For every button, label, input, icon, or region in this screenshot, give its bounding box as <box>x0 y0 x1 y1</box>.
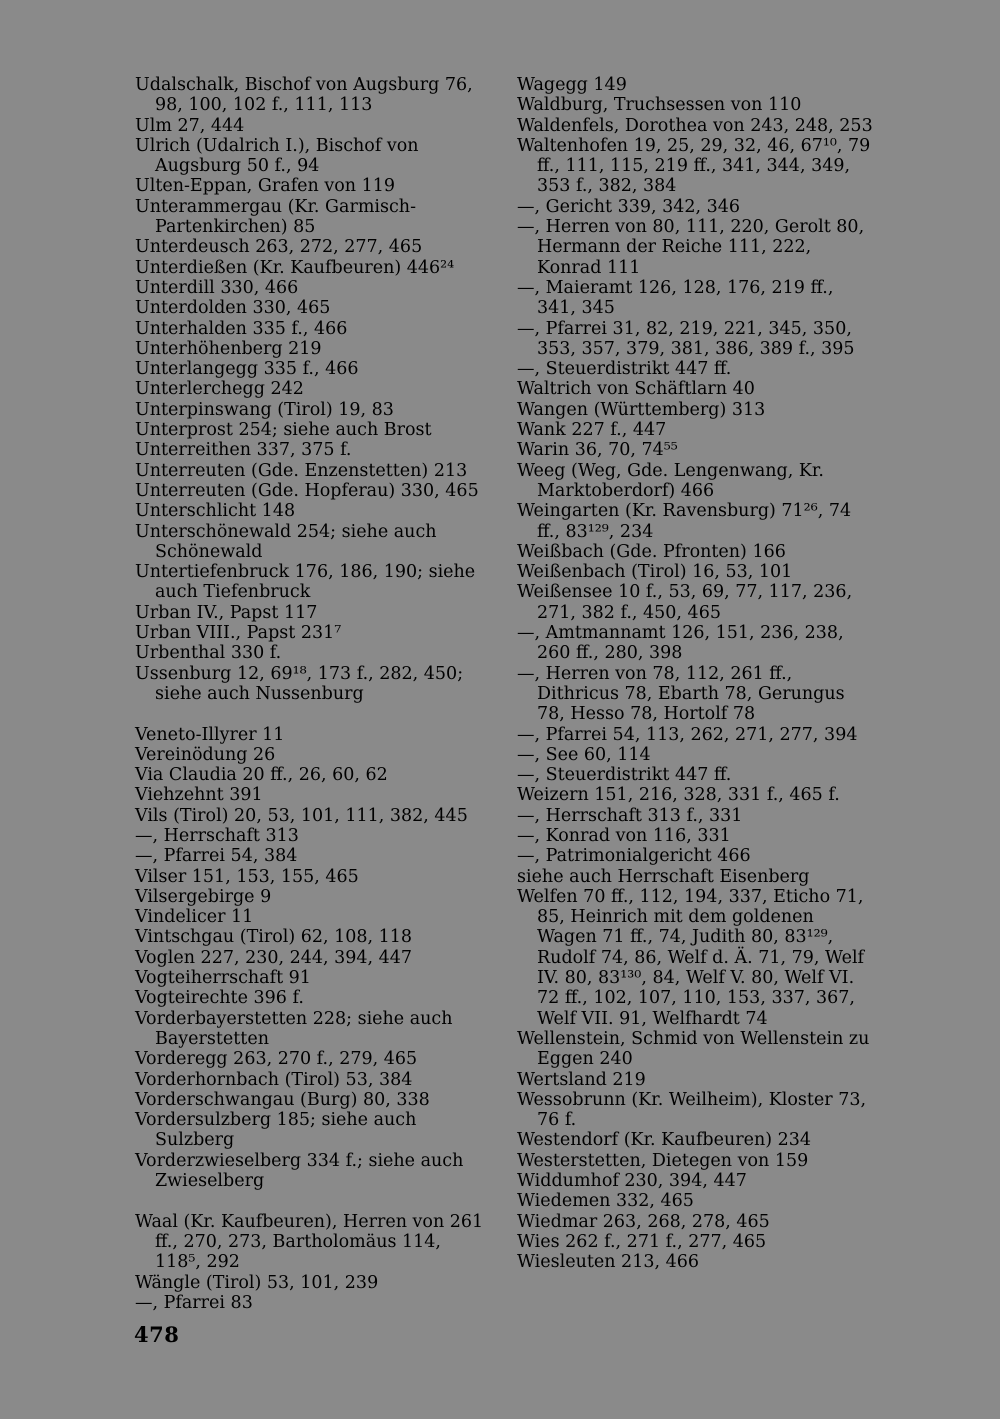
index-entry: Weizern 151, 216, 328, 331 f., 465 f. <box>517 785 840 806</box>
index-entry: Vilser 151, 153, 155, 465 <box>135 866 359 887</box>
index-entry: Vintschgau (Tirol) 62, 108, 118 <box>135 927 413 948</box>
index-entry: Wellenstein, Schmid von Wellenstein zu Eggen 240 <box>517 1028 870 1070</box>
index-entry: Westerstetten, Dietegen von 159 <box>517 1150 809 1171</box>
index-entry: —, Pfarrei 83 <box>135 1292 253 1313</box>
index-entry: —, Steuerdistrikt 447 ff. <box>517 765 732 786</box>
index-entry: Weißenbach (Tirol) 16, 53, 101 <box>517 562 793 583</box>
index-entry: Urban IV., Papst 117 <box>135 602 318 623</box>
index-entry: —, Herrschaft 313 <box>135 825 299 846</box>
index-entry: Weingarten (Kr. Ravensburg) 71²⁶, 74 ff., 83¹²⁹, 234 <box>517 501 852 542</box>
index-entry: —, Pfarrei 31, 82, 219, 221, 345, 350, 353, 357, 379, 381, 386, 389 f., 395 <box>517 318 855 359</box>
index-entry: Vorderegg 263, 270 f., 279, 465 <box>135 1049 418 1070</box>
index-entry: Voglen 227, 230, 244, 394, 447 <box>135 947 413 968</box>
index-entry: Vereinödung 26 <box>135 744 276 765</box>
index-entry: Vorderhornbach (Tirol) 53, 384 <box>135 1069 413 1090</box>
index-entry: Ulten-Eppan, Grafen von 119 <box>135 176 396 197</box>
index-entry: Unterreithen 337, 375 f. <box>135 440 352 461</box>
index-entry: Unterreuten (Gde. Enzenstetten) 213 <box>135 460 468 481</box>
index-entry: Unterprost 254; siehe auch Brost <box>135 420 432 441</box>
index-entry: Vorderzwieselberg 334 f.; siehe auch Zwieselberg <box>135 1150 464 1192</box>
index-entry: Wies 262 f., 271 f., 277, 465 <box>517 1231 767 1252</box>
index-entry: Wängle (Tirol) 53, 101, 239 <box>135 1272 379 1293</box>
index-entry: Unterlangegg 335 f., 466 <box>135 359 359 380</box>
index-entry: Westendorf (Kr. Kaufbeuren) 234 <box>517 1130 812 1151</box>
index-entry: Vindelicer 11 <box>135 907 254 928</box>
index-entry: Wiesleuten 213, 466 <box>517 1252 699 1273</box>
index-entry: Unterdießen (Kr. Kaufbeuren) 446²⁴ <box>135 257 455 278</box>
index-entry: Waltenhofen 19, 25, 29, 32, 46, 67¹⁰, 79 ff., 111, 115, 219 ff., 341, 344, 349, 353 f., 382, 384 <box>517 135 871 197</box>
index-entry: Unterammergau (Kr. Garmisch-Partenkirchen) 85 <box>135 196 416 238</box>
index-entry: Urbenthal 330 f. <box>135 643 282 664</box>
index-entry: Vilsergebirge 9 <box>135 886 272 907</box>
index-entry: Unterdill 330, 466 <box>135 277 299 298</box>
index-entry: Wiedemen 332, 465 <box>517 1191 694 1212</box>
index-entry: Ulrich (Udalrich I.), Bischof von Augsburg 50 f., 94 <box>135 135 419 177</box>
index-entry: Weißbach (Gde. Pfronten) 166 <box>517 541 786 562</box>
index-entry: Vorderschwangau (Burg) 80, 338 <box>135 1089 430 1110</box>
index-entry: siehe auch Herrschaft Eisenberg <box>517 866 810 887</box>
index-entry: Wagegg 149 <box>517 75 627 95</box>
index-entry: —, Amtmannamt 126, 151, 236, 238, 260 ff., 280, 398 <box>517 623 844 664</box>
index-entry: Vorderbayerstetten 228; siehe auch Bayerstetten <box>135 1008 453 1049</box>
index-entry: Wertsland 219 <box>517 1069 646 1090</box>
index-entry: Viehzehnt 391 <box>135 785 263 806</box>
index-entry: Veneto-Illyrer 11 <box>135 724 285 745</box>
index-entry: —, Steuerdistrikt 447 ff. <box>517 359 732 380</box>
index-entry: Warin 36, 70, 74⁵⁵ <box>517 440 678 461</box>
page-number: 478 <box>134 1322 180 1347</box>
index-entry: Ussenburg 12, 69¹⁸, 173 f., 282, 450; siehe auch Nussenburg <box>135 663 464 704</box>
index-entry: Weißensee 10 f., 53, 69, 77, 117, 236, 271, 382 f., 450, 465 <box>517 582 853 623</box>
index-column-right <box>517 75 877 1273</box>
index-entry: Wiedmar 263, 268, 278, 465 <box>517 1211 770 1232</box>
index-entry: Untertiefenbruck 176, 186, 190; siehe auch Tiefenbruck <box>135 562 476 603</box>
index-entry: Udalschalk, Bischof von Augsburg 76, 98, 100, 102 f., 111, 113 <box>135 75 473 116</box>
index-entry: Unterschlicht 148 <box>135 501 296 522</box>
index-column-left <box>135 75 485 1313</box>
index-entry: Unterreuten (Gde. Hopferau) 330, 465 <box>135 480 479 501</box>
index-entry: Unterschönewald 254; siehe auch Schönewald <box>135 521 437 562</box>
index-entry: Unterhalden 335 f., 466 <box>135 318 348 339</box>
index-entry: —, Pfarrei 54, 384 <box>135 846 298 867</box>
index-entry: —, Konrad von 116, 331 <box>517 825 731 846</box>
index-entry: Vordersulzberg 185; siehe auch Sulzberg <box>135 1110 417 1151</box>
index-entry: Ulm 27, 444 <box>135 115 245 136</box>
index-entry: —, Gericht 339, 342, 346 <box>517 196 741 217</box>
index-entry: Welfen 70 ff., 112, 194, 337, Eticho 71, 85, Heinrich mit dem goldenen Wagen 71 ff., 74, Judith 80, 83¹²⁹, Rudolf 74, 86, Welf d. Ä. 71, 79, Welf IV. 80, 83¹³⁰, 84, Welf V. 80, Welf VI. 72 ff., 102, 107, 110, 153, 337, 367, Welf VII. 91, Welfhardt 74 <box>517 886 865 1029</box>
index-entry: Vils (Tirol) 20, 53, 101, 111, 382, 445 <box>135 805 468 826</box>
index-entry: Wank 227 f., 447 <box>517 420 667 441</box>
index-entry: Waldenfels, Dorothea von 243, 248, 253 <box>517 115 873 136</box>
index-entry: Weeg (Weg, Gde. Lengenwang, Kr. Marktoberdorf) 466 <box>517 460 824 501</box>
index-entry: —, Herren von 80, 111, 220, Gerolt 80, Hermann der Reiche 111, 222, Konrad 111 <box>517 217 865 278</box>
section-gap <box>135 1191 485 1211</box>
index-entry: Waal (Kr. Kaufbeuren), Herren von 261 ff., 270, 273, Bartholomäus 114, 118⁵, 292 <box>135 1211 484 1273</box>
index-entry: —, See 60, 114 <box>517 744 651 765</box>
index-entry: —, Pfarrei 54, 113, 262, 271, 277, 394 <box>517 724 858 745</box>
index-entry: Vogteiherrschaft 91 <box>135 968 311 989</box>
index-entry: Wessobrunn (Kr. Weilheim), Kloster 73, 76 f. <box>517 1089 867 1131</box>
index-entry: Unterdolden 330, 465 <box>135 298 331 319</box>
index-entry: Via Claudia 20 ff., 26, 60, 62 <box>135 765 388 786</box>
index-entry: Vogteirechte 396 f. <box>135 988 304 1009</box>
index-entry: Waltrich von Schäftlarn 40 <box>517 379 755 400</box>
index-entry: Widdumhof 230, 394, 447 <box>517 1171 747 1192</box>
index-entry: Unterhöhenberg 219 <box>135 338 322 359</box>
index-entry: Unterpinswang (Tirol) 19, 83 <box>135 399 394 420</box>
index-entry: Wangen (Württemberg) 313 <box>517 399 766 420</box>
index-entry: Waldburg, Truchsessen von 110 <box>517 95 802 116</box>
index-entry: —, Herren von 78, 112, 261 ff., Dithricus 78, Ebarth 78, Gerungus 78, Hesso 78, Hortolf 78 <box>517 663 845 725</box>
index-entry: Unterlerchegg 242 <box>135 379 304 400</box>
section-gap <box>135 704 485 724</box>
index-entry: —, Patrimonialgericht 466 <box>517 846 751 867</box>
index-entry: Unterdeusch 263, 272, 277, 465 <box>135 237 423 258</box>
index-entry: —, Maieramt 126, 128, 176, 219 ff., 341, 345 <box>517 277 834 319</box>
index-entry: —, Herrschaft 313 f., 331 <box>517 805 743 826</box>
index-entry: Urban VIII., Papst 231⁷ <box>135 623 342 644</box>
